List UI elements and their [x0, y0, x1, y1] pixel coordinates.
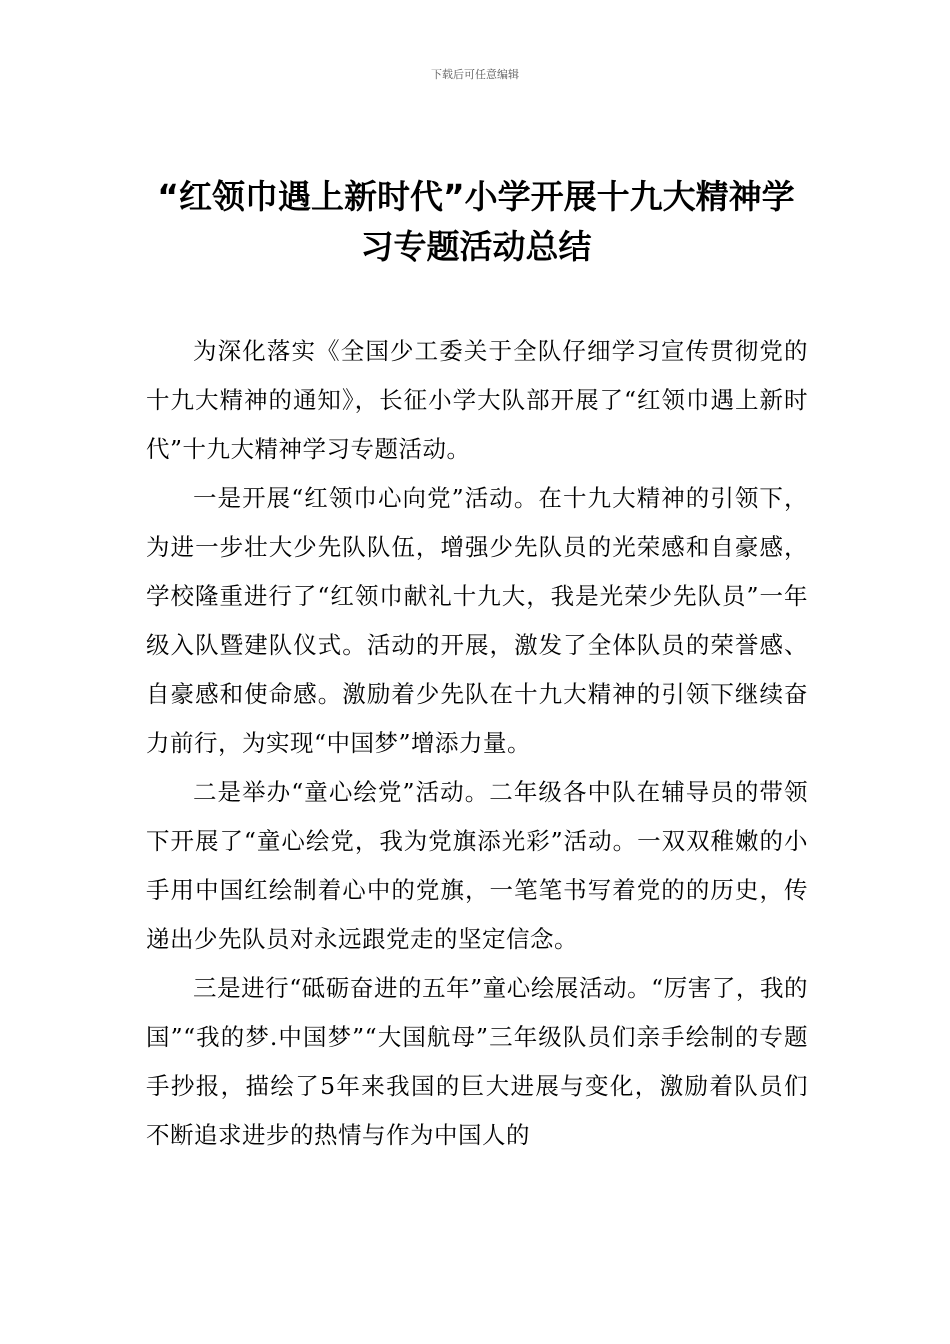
document-body: [146, 327, 808, 1160]
paragraph-activity-3: 三是进行“砥砺奋进的五年”童心绘展活动。“厉害了，我的国”“我的梦.中国梦”“大国航母”三年级队员们亲手绘制的专题手抄报，描绘了5年来我国的巨大进展与变化，激励着队员们不断追求进步的热情与作为中国人的: [146, 974, 808, 1149]
paragraph-activity-2: 二是举办“童心绘党”活动。二年级各中队在辅导员的带领下开展了“童心绘党，我为党旗添光彩”活动。一双双稚嫩的小手用中国红绘制着心中的党旗，一笔笔书写着党的的历史，传递出少先队员对永远跟党走的坚定信念。: [146, 778, 808, 953]
paragraph-activity-1: 一是开展“红领巾心向党”活动。在十九大精神的引领下，为进一步壮大少先队队伍，增强少先队员的光荣感和自豪感，学校隆重进行了“红领巾献礼十九大，我是光荣少先队员”一年级入队暨建队仪式。活动的开展，激发了全体队员的荣誉感、自豪感和使命感。激励着少先队在十九大精神的引领下继续奋力前行，为实现“中国梦”增添力量。: [146, 484, 808, 757]
document-title: “红领巾遇上新时代”小学开展十九大精神学习专题活动总结: [157, 177, 795, 266]
paragraph-intro: 为深化落实《全国少工委关于全队仔细学习宣传贯彻党的十九大精神的通知》，长征小学大队部开展了“红领巾遇上新时代”十九大精神学习专题活动。: [146, 337, 808, 463]
header-note: 下载后可任意编辑: [431, 68, 519, 81]
